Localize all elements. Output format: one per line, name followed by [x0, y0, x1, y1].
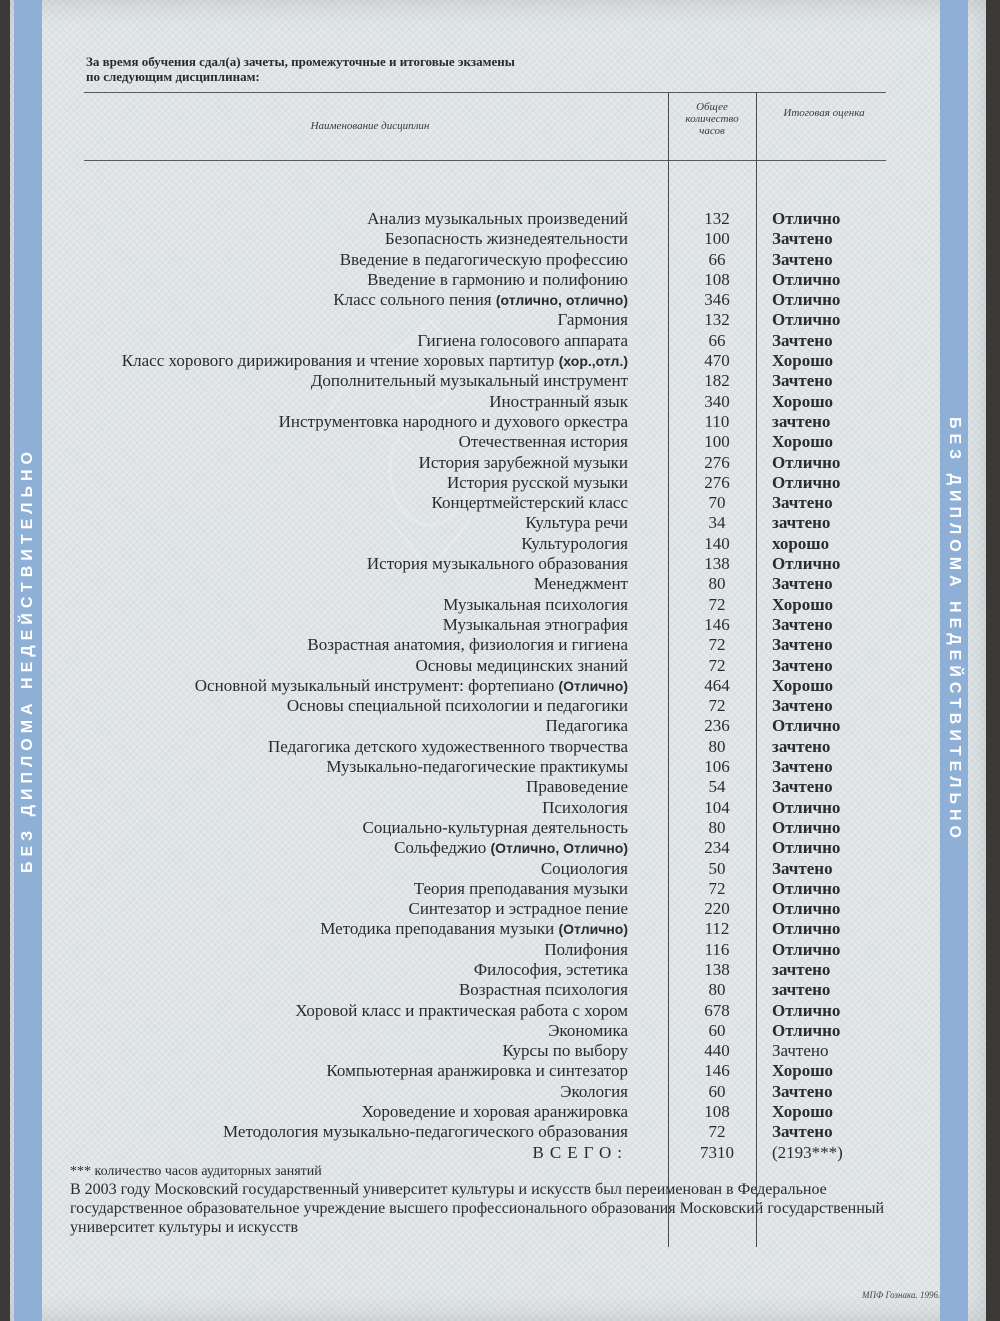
table-row [0, 331, 1000, 351]
discipline-name [503, 1041, 629, 1061]
discipline-title: Анализ музыкальных произведений [367, 209, 628, 228]
discipline-name [560, 1082, 628, 1102]
table-row [0, 615, 1000, 635]
heading-line-2: по следующим дисциплинам: [86, 69, 260, 84]
discipline-hours: 138 [704, 959, 730, 979]
discipline-name [394, 838, 628, 858]
discipline-hours: 678 [704, 1000, 730, 1020]
discipline-title: Сольфеджио [394, 838, 487, 858]
discipline-hours: 60 [708, 1020, 726, 1040]
discipline-title: Введение в педагогическую профессию [339, 249, 628, 269]
discipline-title: Возрастная психология [458, 980, 628, 1000]
discipline-title: Психология [542, 797, 628, 817]
discipline-hours: 100 [704, 432, 730, 452]
discipline-name [333, 290, 628, 310]
discipline-grade: Отлично [772, 1020, 841, 1040]
table-row [0, 676, 1000, 696]
discipline-name [367, 209, 628, 229]
discipline-name [195, 676, 628, 696]
discipline-name [558, 310, 628, 330]
table-row [0, 1122, 1000, 1142]
discipline-grade: Отлично [772, 878, 841, 898]
discipline-title: Музыкально-педагогические практикумы [326, 757, 628, 777]
discipline-hours: 72 [708, 696, 726, 716]
discipline-name [311, 371, 628, 391]
discipline-hours: 346 [704, 290, 730, 310]
column-header-grade: Итоговая оценка [783, 107, 865, 119]
discipline-hours: 340 [704, 391, 730, 411]
heading-line-1: За время обучения сдал(а) зачеты, промежуточные и итоговые экзамены [86, 54, 515, 69]
discipline-hours: 108 [704, 269, 730, 289]
discipline-name [546, 716, 628, 736]
discipline-name [542, 798, 628, 818]
discipline-hours: 34 [708, 513, 726, 533]
table-row [0, 595, 1000, 615]
discipline-grade: Отлично [772, 838, 841, 858]
discipline-title: Музыкальная этнография [442, 614, 628, 634]
discipline-name [268, 737, 628, 757]
discipline-grade: Отлично [772, 472, 841, 492]
discipline-hours: 70 [708, 493, 726, 513]
discipline-grade: Зачтено [772, 229, 833, 249]
discipline-title: Основы медицинских знаний [415, 655, 628, 675]
total-hours: 7310 [700, 1142, 734, 1162]
discipline-hours: 104 [704, 797, 730, 817]
discipline-title: Компьютерная аранжировка и синтезатор [326, 1061, 628, 1081]
discipline-hours: 80 [708, 817, 726, 837]
printer-mark: МПФ Гознака. 1996. [862, 1290, 941, 1300]
discipline-hours: 72 [708, 1122, 726, 1142]
discipline-title: Педагогика [545, 716, 628, 736]
table-row [0, 1061, 1000, 1081]
discipline-hours: 66 [708, 330, 726, 350]
discipline-hours: 146 [704, 614, 730, 634]
discipline-hours: 54 [708, 777, 726, 797]
discipline-grade: Отлично [772, 290, 841, 310]
discipline-hours: 66 [708, 249, 726, 269]
discipline-subgrades: (Отлично, Отлично) [490, 840, 628, 857]
discipline-grade: Отлично [772, 554, 841, 574]
discipline-title: Отечественная история [458, 432, 628, 452]
discipline-grade: зачтено [772, 980, 831, 1000]
table-row [0, 371, 1000, 391]
table-row [0, 777, 1000, 797]
discipline-grade: зачтено [772, 736, 831, 756]
discipline-title: Дополнительный музыкальный инструмент [310, 371, 628, 391]
discipline-grade: Зачтено [772, 655, 833, 675]
discipline-title: Гигиена голосового аппарата [417, 330, 628, 350]
discipline-title: Возрастная анатомия, физиология и гигиена [307, 635, 628, 655]
discipline-hours: 464 [704, 675, 730, 695]
discipline-name [340, 250, 628, 270]
total-row [0, 1143, 1000, 1163]
discipline-name [362, 1102, 628, 1122]
discipline-title: Класс сольного пения [333, 290, 492, 310]
table-row [0, 940, 1000, 960]
table-row [0, 919, 1000, 939]
discipline-title: Концертмейстерский класс [431, 493, 628, 513]
discipline-title: Хоровой класс и практическая работа с хором [295, 1000, 628, 1020]
discipline-grade: зачтено [772, 513, 831, 533]
table-row [0, 554, 1000, 574]
discipline-title: Инструментовка народного и духового оркестра [278, 411, 628, 431]
table-row [0, 270, 1000, 290]
discipline-hours: 276 [704, 452, 730, 472]
discipline-hours: 106 [704, 757, 730, 777]
discipline-grade: Зачтено [772, 1041, 829, 1061]
discipline-name [432, 493, 629, 513]
discipline-name [295, 1001, 628, 1021]
table-row [0, 209, 1000, 229]
discipline-name [521, 534, 628, 554]
discipline-name [320, 919, 628, 939]
left-stripe-text: БЕЗ ДИПЛОМА НЕДЕЙСТВИТЕЛЬНО [19, 447, 36, 873]
column-header-hours: Общее количество часов [685, 101, 739, 137]
discipline-title: Методология музыкально-педагогического образования [223, 1122, 628, 1142]
discipline-hours: 140 [704, 533, 730, 553]
discipline-grade: Отлично [772, 269, 841, 289]
table-row [0, 473, 1000, 493]
discipline-title: Экология [560, 1081, 628, 1101]
table-row [0, 574, 1000, 594]
discipline-grade: Зачтено [772, 330, 833, 350]
table-row [0, 859, 1000, 879]
table-top-rule [84, 92, 886, 93]
discipline-grade: Зачтено [772, 777, 833, 797]
table-row [0, 818, 1000, 838]
discipline-name [525, 513, 628, 533]
discipline-title: Введение в гармонию и полифонию [367, 269, 628, 289]
discipline-subgrades: (хор.,отл.) [558, 353, 628, 370]
discipline-name [367, 554, 628, 574]
discipline-name [419, 453, 628, 473]
table-row [0, 453, 1000, 473]
discipline-grade: Зачтено [772, 371, 833, 391]
discipline-title: Класс хорового дирижирования и чтение хоровых партитур [121, 351, 555, 371]
discipline-name [459, 980, 628, 1000]
discipline-hours: 132 [704, 209, 730, 228]
discipline-grade: Отлично [772, 716, 841, 736]
discipline-title: Основы специальной психологии и педагогики [286, 696, 628, 716]
discipline-name [443, 615, 628, 635]
table-row [0, 351, 1000, 371]
discipline-hours: 112 [704, 919, 730, 939]
discipline-grade: Хорошо [772, 675, 834, 695]
discipline-title: Музыкальная психология [443, 594, 628, 614]
discipline-grade: Зачтено [772, 249, 833, 269]
discipline-name [548, 1021, 628, 1041]
discipline-grade: Отлично [772, 817, 841, 837]
discipline-title: История русской музыки [446, 472, 628, 492]
discipline-name [223, 1122, 628, 1142]
table-row [0, 1041, 1000, 1061]
discipline-hours: 220 [704, 899, 730, 919]
discipline-hours: 182 [704, 371, 730, 391]
discipline-name [363, 818, 628, 838]
discipline-grade: Зачтено [772, 635, 833, 655]
renaming-note: В 2003 году Московский государственный университет культуры и искусств был переименован в Федеральное государственное образовательное учреждение высшего профессионального образования Московский государственный университет культуры и искусств [70, 1181, 885, 1236]
discipline-grade: хорошо [772, 533, 830, 553]
table-header-rule [84, 160, 886, 161]
discipline-hours: 80 [708, 980, 726, 1000]
discipline-grade: Отлично [772, 452, 841, 472]
discipline-title: Экономика [548, 1020, 628, 1040]
discipline-grade: Отлично [772, 797, 841, 817]
discipline-hours: 72 [708, 655, 726, 675]
table-row [0, 1001, 1000, 1021]
discipline-hours: 72 [708, 635, 726, 655]
table-row [0, 290, 1000, 310]
discipline-grade: Зачтено [772, 696, 833, 716]
discipline-hours: 110 [704, 411, 730, 431]
discipline-hours: 72 [708, 878, 726, 898]
discipline-name [367, 270, 628, 290]
discipline-hours: 116 [704, 939, 730, 959]
discipline-title: Синтезатор и эстрадное пение [408, 899, 628, 919]
discipline-title: Теория преподавания музыки [413, 878, 628, 898]
discipline-grade: Зачтено [772, 1081, 833, 1101]
discipline-name [417, 331, 628, 351]
discipline-name [414, 879, 628, 899]
discipline-name [459, 432, 628, 452]
discipline-name [544, 940, 628, 960]
discipline-hours: 236 [704, 716, 730, 736]
discipline-grade: Хорошо [772, 351, 834, 371]
table-row [0, 534, 1000, 554]
table-row [0, 1082, 1000, 1102]
discipline-grade: Зачтено [772, 757, 833, 777]
discipline-name [307, 635, 628, 655]
table-row [0, 737, 1000, 757]
table-row [0, 310, 1000, 330]
table-row [0, 250, 1000, 270]
table-row [0, 757, 1000, 777]
discipline-hours: 60 [708, 1081, 726, 1101]
table-row [0, 716, 1000, 736]
discipline-name [279, 412, 628, 432]
table-row [0, 656, 1000, 676]
discipline-grade: Отлично [772, 919, 841, 939]
discipline-grade: зачтено [772, 959, 831, 979]
discipline-name [489, 392, 628, 412]
discipline-name [415, 656, 628, 676]
table-row [0, 1102, 1000, 1122]
discipline-hours: 470 [704, 351, 730, 371]
discipline-title: Гармония [557, 310, 628, 330]
table-row [0, 392, 1000, 412]
discipline-name [541, 859, 628, 879]
discipline-hours: 50 [708, 858, 726, 878]
discipline-title: Философия, эстетика [473, 959, 628, 979]
table-row [0, 798, 1000, 818]
discipline-hours: 100 [704, 229, 730, 249]
discipline-name [409, 899, 629, 919]
table-row [0, 635, 1000, 655]
table-row [0, 899, 1000, 919]
discipline-hours: 276 [704, 472, 730, 492]
table-row [0, 879, 1000, 899]
discipline-grade: Зачтено [772, 858, 833, 878]
discipline-hours: 108 [704, 1102, 730, 1122]
discipline-hours: 80 [708, 574, 726, 594]
table-row [0, 980, 1000, 1000]
table-row [0, 412, 1000, 432]
discipline-grade: Хорошо [772, 1061, 834, 1081]
discipline-title: Культура речи [525, 513, 628, 533]
discipline-grade: Зачтено [772, 493, 833, 513]
discipline-grade: зачтено [772, 411, 831, 431]
table-row [0, 960, 1000, 980]
discipline-title: Педагогика детского художественного творчества [268, 736, 628, 756]
discipline-name [443, 595, 628, 615]
discipline-grade: Отлично [772, 209, 841, 228]
discipline-grade: Хорошо [772, 432, 834, 452]
total-auditory-hours: (2193***) [772, 1142, 843, 1162]
table-row [0, 1021, 1000, 1041]
discipline-title: Полифония [544, 939, 628, 959]
discipline-grade: Зачтено [772, 614, 833, 634]
discipline-name [287, 696, 628, 716]
discipline-title: Хороведение и хоровая аранжировка [361, 1102, 628, 1122]
discipline-hours: 440 [704, 1041, 730, 1061]
discipline-title: Социально-культурная деятельность [362, 817, 628, 837]
discipline-name [447, 473, 628, 493]
discipline-title: История зарубежной музыки [418, 452, 628, 472]
discipline-name [474, 960, 628, 980]
total-label: ВСЕГО: [532, 1142, 628, 1162]
discipline-title: Методика преподавания музыки [320, 919, 555, 939]
discipline-grade: Хорошо [772, 594, 834, 614]
table-row [0, 696, 1000, 716]
discipline-hours: 132 [704, 310, 730, 330]
footnote: *** количество часов аудиторных занятий [70, 1164, 322, 1179]
discipline-hours: 146 [704, 1061, 730, 1081]
discipline-grade: Зачтено [772, 574, 833, 594]
discipline-title: Социология [540, 858, 628, 878]
discipline-grade: Отлично [772, 310, 841, 330]
discipline-grade: Отлично [772, 899, 841, 919]
discipline-hours: 80 [708, 736, 726, 756]
discipline-name [326, 757, 628, 777]
table-row [0, 229, 1000, 249]
discipline-grade: Отлично [772, 1000, 841, 1020]
discipline-title: Правоведение [526, 777, 628, 797]
page-heading [86, 54, 515, 84]
discipline-title: Культурология [521, 533, 628, 553]
discipline-subgrades: (отлично, отлично) [495, 292, 628, 309]
table-row [0, 432, 1000, 452]
disciplines-table [0, 209, 1000, 1163]
discipline-subgrades: (Отлично) [558, 677, 628, 694]
right-stripe-text: БЕЗ ДИПЛОМА НЕДЕЙСТВИТЕЛЬНО [946, 417, 963, 843]
discipline-hours: 72 [708, 594, 726, 614]
discipline-name [385, 229, 628, 249]
discipline-grade: Хорошо [772, 1102, 834, 1122]
discipline-title: Безопасность жизнедеятельности [384, 229, 628, 249]
discipline-name [534, 574, 628, 594]
discipline-subgrades: (Отлично) [558, 921, 628, 938]
discipline-name [526, 777, 628, 797]
discipline-hours: 138 [704, 554, 730, 574]
discipline-grade: Хорошо [772, 391, 834, 411]
column-header-name: Наименование дисциплин [310, 120, 430, 132]
discipline-name [122, 351, 628, 371]
discipline-grade: Отлично [772, 939, 841, 959]
table-row [0, 513, 1000, 533]
discipline-hours: 234 [704, 838, 730, 858]
discipline-name [326, 1061, 628, 1081]
discipline-grade: Зачтено [772, 1122, 833, 1142]
discipline-title: Иностранный язык [489, 391, 628, 411]
discipline-title: История музыкального образования [366, 554, 628, 574]
discipline-title: Менеджмент [533, 574, 628, 594]
discipline-title: Основной музыкальный инструмент: фортепиано [194, 675, 555, 695]
table-row [0, 493, 1000, 513]
table-row [0, 838, 1000, 858]
discipline-title: Курсы по выбору [502, 1041, 628, 1061]
